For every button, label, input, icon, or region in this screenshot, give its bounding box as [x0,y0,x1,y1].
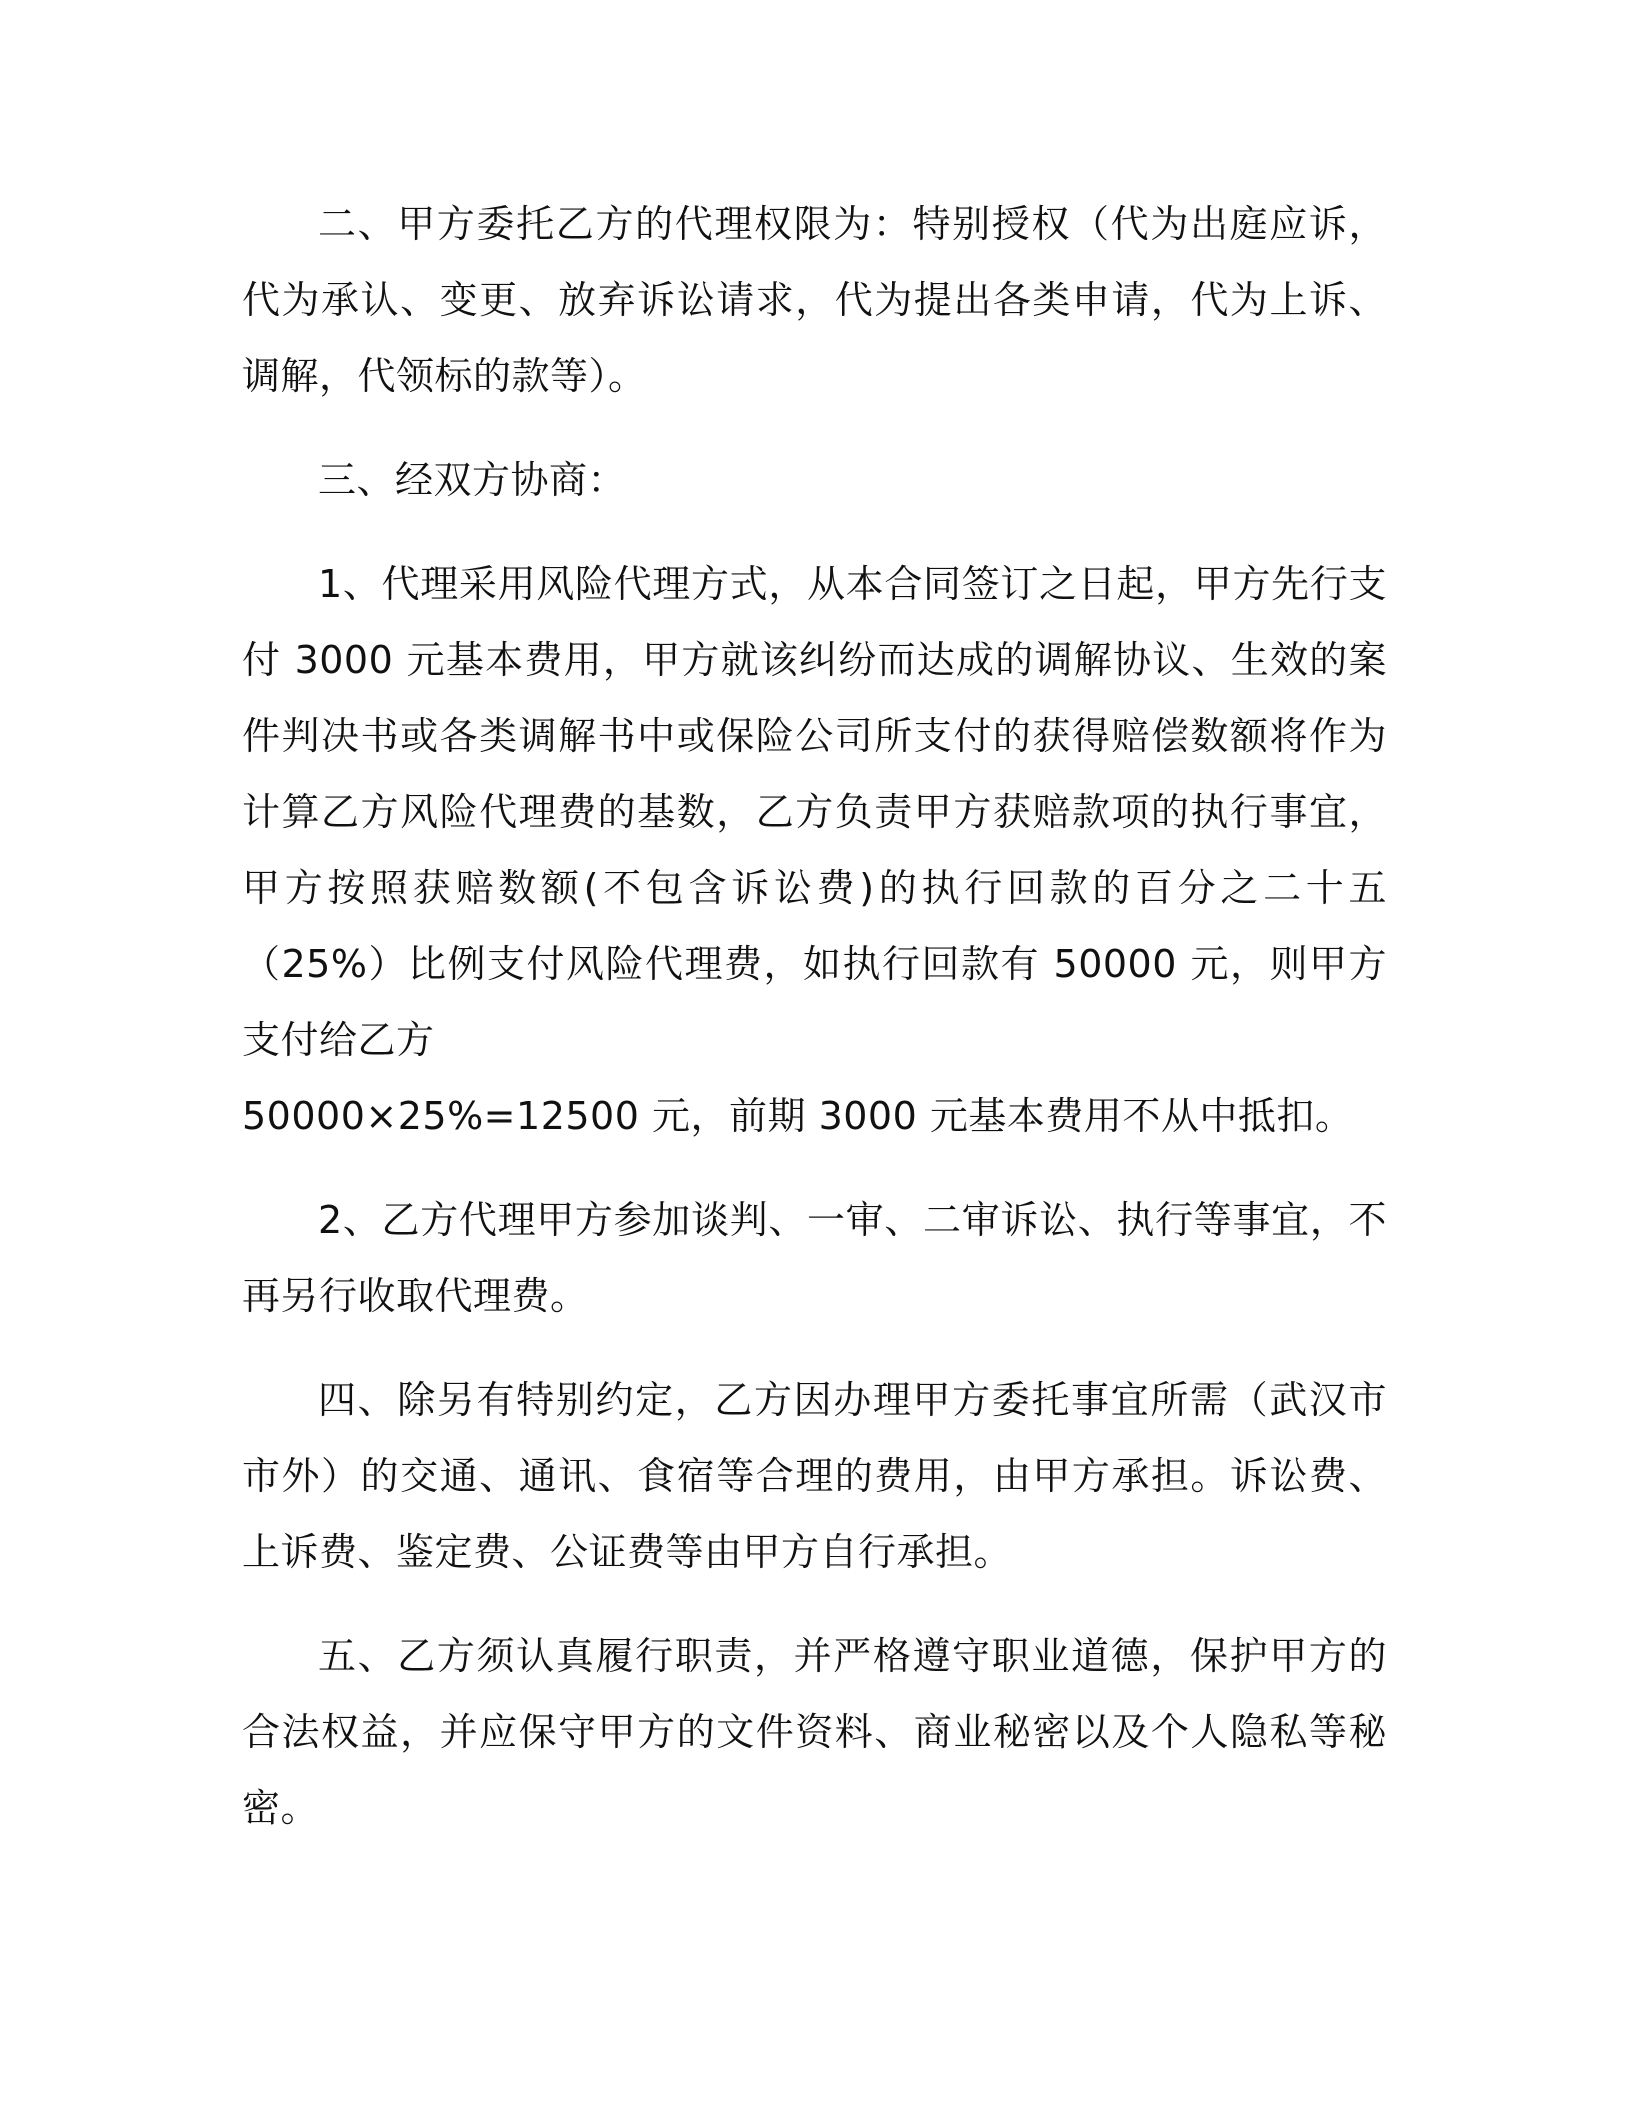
clause-three-heading: 三、经双方协商： [318,458,627,502]
clause-three-item-2-paragraph: 2、乙方代理甲方参加谈判、一审、二审诉讼、执行等事宜，不再另行收取代理费。 [242,1198,1387,1318]
clause-four-paragraph: 四、除另有特别约定，乙方因办理甲方委托事宜所需（武汉市市外）的交通、通讯、食宿等合理的费用，由甲方承担。诉讼费、上诉费、鉴定费、公证费等由甲方自行承担。 [242,1378,1387,1574]
clause-two-paragraph: 二、甲方委托乙方的代理权限为：特别授权（代为出庭应诉，代为承认、变更、放弃诉讼请求，代为提出各类申请，代为上诉、调解，代领标的款等）。 [242,202,1387,398]
document-body [242,186,1387,1846]
clause-three-item-1-paragraph: 1、代理采用风险代理方式，从本合同签订之日起，甲方先行支付 3000 元基本费用，甲方就该纠纷而达成的调解协议、生效的案件判决书或各类调解书中或保险公司所支付的获得赔偿数额将作为计算乙方风险代理费的基数，乙方负责甲方获赔款项的执行事宜，甲方按照获赔数额(不包含诉讼费)的执行回款的百分之二十五（25%）比例支付风险代理费，如执行回款有 50000 元，则甲方支付给乙方 50000×25%=12500 元，前期 3000 元基本费用不从中抵扣。 [242,562,1387,1138]
clause-five-paragraph: 五、乙方须认真履行职责，并严格遵守职业道德，保护甲方的合法权益，并应保守甲方的文件资料、商业秘密以及个人隐私等秘密。 [242,1634,1387,1830]
